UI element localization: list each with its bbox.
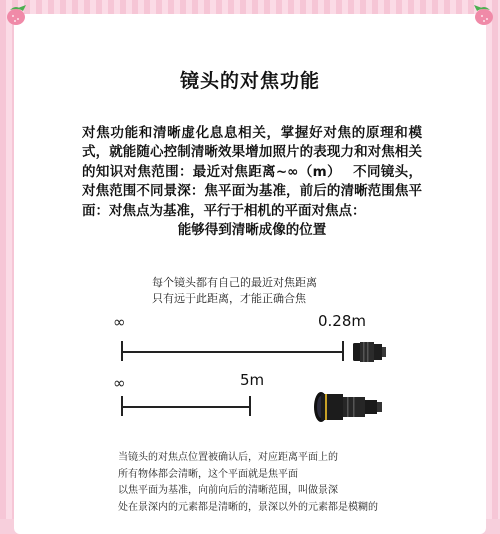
focal-plane-note-line1: 当镜头的对焦点位置被确认后，对应距离平面上的 [118, 452, 338, 463]
distance-label: 5m [240, 371, 265, 389]
range-tick-right [342, 341, 344, 361]
infinity-symbol: ∞ [113, 374, 126, 392]
range-tick-left [121, 396, 123, 416]
strawberry-icon [2, 2, 38, 26]
strawberry-icon [462, 2, 498, 26]
intro-paragraph [82, 124, 422, 240]
infinity-symbol: ∞ [113, 313, 126, 331]
short-lens-icon [353, 340, 387, 364]
focal-plane-note-line3: 以焦平面为基准，向前向后的清晰范围，叫做景深 [118, 485, 338, 496]
range-tick-left [121, 341, 123, 361]
intro-last-line: 能够得到清晰成像的位置 [177, 222, 327, 239]
focal-plane-note [118, 450, 418, 516]
focal-plane-note-line4: 处在景深内的元素都是清晰的，景深以外的元素都是模糊的 [118, 501, 378, 513]
distance-label: 0.28m [318, 312, 367, 330]
focal-plane-note-line2: 所有物体都会清晰，这个平面就是焦平面 [118, 468, 298, 480]
min-focus-note-line1: 每个镜头都有自己的最近对焦距离 [152, 276, 317, 289]
telephoto-lens-icon [313, 390, 383, 424]
page-title: 镜头的对焦功能 [179, 70, 320, 92]
min-focus-note [152, 275, 392, 307]
intro-body: 对焦功能和清晰虚化息息相关，掌握好对焦的原理和模式，就能随心控制清晰效果增加照片的表现力和对焦相关的知识对焦范围：最近对焦距离~∞（m） 不同镜头，对焦范围不同景深：焦平面为基准，前后的清晰范围焦平面：对焦点为基准，平行于相机的平面对焦点： [82, 125, 422, 219]
focus-range-line [121, 406, 250, 408]
range-tick-right [249, 396, 251, 416]
focus-range-line [121, 351, 343, 353]
min-focus-note-line2: 只有远于此距离，才能正确合焦 [152, 292, 306, 305]
